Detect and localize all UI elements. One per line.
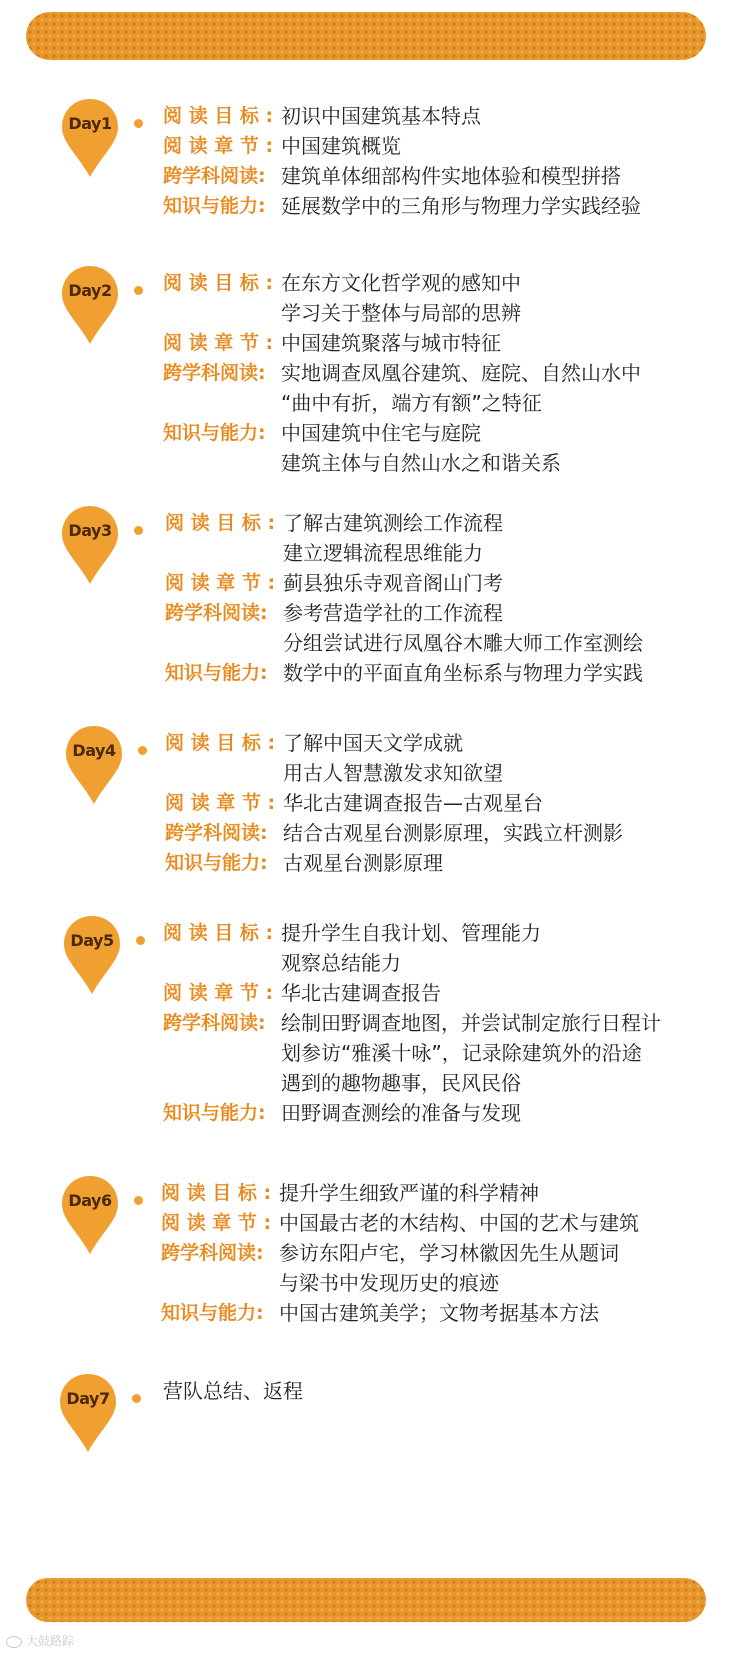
detail-line: 结合古观星台测影原理，实践立杆测影 — [283, 821, 623, 845]
detail-row — [165, 598, 643, 658]
detail-label: 知识与能力: — [163, 195, 266, 217]
top-banner — [26, 12, 706, 60]
detail-text — [281, 328, 501, 358]
detail-line: 建立逻辑流程思维能力 — [283, 541, 483, 565]
detail-text — [279, 1208, 639, 1238]
detail-text — [281, 268, 521, 328]
detail-line: 了解古建筑测绘工作流程 — [283, 511, 503, 535]
bottom-banner — [26, 1578, 706, 1622]
detail-line: 绘制田野调查地图，并尝试制定旅行日程计 — [281, 1011, 661, 1035]
detail-line: 田野调查测绘的准备与发现 — [281, 1101, 521, 1125]
detail-row — [165, 818, 623, 848]
detail-label: 阅 读 目 标 : — [161, 1182, 272, 1204]
detail-label: 阅 读 章 节 : — [161, 1212, 272, 1234]
day-pin-icon — [64, 724, 124, 806]
detail-label: 阅 读 章 节 : — [163, 135, 274, 157]
day-badge-label: Day6 — [68, 1191, 112, 1210]
detail-line: 遇到的趣物趣事，民风民俗 — [281, 1071, 521, 1095]
day-pin-icon — [60, 97, 120, 179]
detail-text — [281, 191, 641, 221]
detail-row — [163, 131, 641, 161]
day-details — [163, 101, 641, 221]
detail-label: 阅 读 目 标 : — [165, 512, 276, 534]
detail-line: 华北古建调查报告—古观星台 — [283, 791, 543, 815]
detail-text — [281, 131, 401, 161]
detail-text — [281, 918, 541, 978]
detail-line: 建筑主体与自然山水之和谐关系 — [281, 451, 561, 475]
detail-row — [163, 358, 641, 418]
detail-text — [283, 598, 643, 658]
detail-label: 跨学科阅读: — [165, 822, 268, 844]
detail-label: 阅 读 章 节 : — [165, 572, 276, 594]
detail-row — [163, 918, 661, 978]
detail-row — [163, 161, 641, 191]
detail-line: 古观星台测影原理 — [283, 851, 443, 875]
bullet-dot — [134, 526, 143, 535]
detail-line: 延展数学中的三角形与物理力学实践经验 — [281, 194, 641, 218]
detail-line: 蓟县独乐寺观音阁山门考 — [283, 571, 503, 595]
detail-row — [161, 1178, 639, 1208]
detail-label: 知识与能力: — [165, 662, 268, 684]
detail-line: 与梁书中发现历史的痕迹 — [279, 1271, 499, 1295]
day-badge-label: Day1 — [68, 114, 112, 133]
detail-row — [161, 1208, 639, 1238]
detail-row — [163, 268, 641, 328]
detail-row — [163, 1008, 661, 1098]
detail-line: 用古人智慧激发求知欲望 — [283, 761, 503, 785]
detail-line: 提升学生自我计划、管理能力 — [281, 921, 541, 945]
detail-line: 初识中国建筑基本特点 — [281, 104, 481, 128]
detail-label: 跨学科阅读: — [165, 602, 268, 624]
detail-line: 参考营造学社的工作流程 — [283, 601, 503, 625]
detail-label: 知识与能力: — [163, 422, 266, 444]
detail-row — [165, 728, 623, 788]
detail-label: 阅 读 章 节 : — [163, 332, 274, 354]
detail-line: 观察总结能力 — [281, 951, 401, 975]
detail-label: 跨学科阅读: — [163, 165, 266, 187]
detail-label: 阅 读 目 标 : — [163, 922, 274, 944]
detail-text — [281, 1008, 661, 1098]
detail-text — [281, 101, 481, 131]
day-details — [165, 728, 623, 878]
detail-row — [165, 848, 623, 878]
detail-label: 知识与能力: — [163, 1102, 266, 1124]
detail-text — [279, 1238, 619, 1298]
day-pin-icon — [58, 1372, 118, 1454]
day-pin-icon — [60, 504, 120, 586]
detail-row — [165, 508, 643, 568]
detail-line: 分组尝试进行凤凰谷木雕大师工作室测绘 — [283, 631, 643, 655]
day-pin-icon — [60, 1174, 120, 1256]
day-details — [163, 918, 661, 1128]
day-summary-text: 营队总结、返程 — [163, 1379, 303, 1403]
detail-line: 实地调查凤凰谷建筑、庭院、自然山水中 — [281, 361, 641, 385]
watermark-logo-icon — [6, 1636, 22, 1648]
detail-line: 数学中的平面直角坐标系与物理力学实践 — [283, 661, 643, 685]
bullet-dot — [134, 119, 143, 128]
detail-label: 跨学科阅读: — [163, 1012, 266, 1034]
bullet-dot — [136, 936, 145, 945]
detail-text — [283, 728, 503, 788]
detail-row — [165, 568, 643, 598]
detail-line: 参访东阳卢宅，学习林徽因先生从题词 — [279, 1241, 619, 1265]
detail-row — [165, 658, 643, 688]
day-pin-icon — [60, 264, 120, 346]
detail-row — [161, 1238, 639, 1298]
bullet-dot — [134, 1196, 143, 1205]
detail-row — [163, 191, 641, 221]
detail-text — [283, 658, 643, 688]
detail-line: 建筑单体细部构件实地体验和模型拼搭 — [281, 164, 621, 188]
detail-text — [283, 508, 503, 568]
day-details — [161, 1178, 639, 1328]
detail-label: 阅 读 目 标 : — [163, 105, 274, 127]
detail-text — [283, 818, 623, 848]
detail-line: 学习关于整体与局部的思辨 — [281, 301, 521, 325]
detail-label: 阅 读 章 节 : — [163, 982, 274, 1004]
detail-text — [281, 1098, 521, 1128]
detail-row — [161, 1298, 639, 1328]
day-pin-icon — [62, 914, 122, 996]
detail-line: “曲中有折，端方有额”之特征 — [281, 391, 542, 415]
detail-label: 阅 读 目 标 : — [163, 272, 274, 294]
detail-row — [163, 418, 641, 478]
detail-label: 知识与能力: — [161, 1302, 264, 1324]
detail-text — [281, 978, 441, 1008]
day-badge-label: Day4 — [72, 741, 116, 760]
watermark — [6, 1632, 74, 1649]
detail-row — [163, 101, 641, 131]
detail-text — [281, 418, 561, 478]
detail-label: 阅 读 目 标 : — [165, 732, 276, 754]
day-badge-label: Day7 — [66, 1389, 110, 1408]
day-badge-label: Day3 — [68, 521, 112, 540]
watermark-text: 大鼓路踪 — [26, 1634, 75, 1648]
detail-label: 跨学科阅读: — [163, 362, 266, 384]
detail-line: 划参访“雅溪十咏”，记录除建筑外的沿途 — [281, 1041, 642, 1065]
detail-line: 提升学生细致严谨的科学精神 — [279, 1181, 539, 1205]
detail-row — [163, 978, 661, 1008]
detail-line: 中国建筑概览 — [281, 134, 401, 158]
day-badge-label: Day5 — [70, 931, 114, 950]
detail-line: 中国建筑中住宅与庭院 — [281, 421, 481, 445]
detail-text — [281, 358, 641, 418]
day-badge-label: Day2 — [68, 281, 112, 300]
bullet-dot — [134, 286, 143, 295]
detail-text — [281, 161, 621, 191]
day-details — [163, 268, 641, 478]
detail-line: 中国建筑聚落与城市特征 — [281, 331, 501, 355]
detail-label: 阅 读 章 节 : — [165, 792, 276, 814]
detail-line: 华北古建调查报告 — [281, 981, 441, 1005]
detail-line: 了解中国天文学成就 — [283, 731, 463, 755]
detail-label: 知识与能力: — [165, 852, 268, 874]
bullet-dot — [138, 746, 147, 755]
detail-line: 中国古建筑美学；文物考据基本方法 — [279, 1301, 599, 1325]
day-details — [163, 1376, 303, 1406]
detail-text — [283, 568, 503, 598]
bullet-dot — [132, 1394, 141, 1403]
detail-row — [163, 1098, 661, 1128]
detail-row — [165, 788, 623, 818]
detail-label: 跨学科阅读: — [161, 1242, 264, 1264]
detail-text — [279, 1298, 599, 1328]
detail-line: 在东方文化哲学观的感知中 — [281, 271, 521, 295]
detail-text — [283, 848, 443, 878]
detail-line: 中国最古老的木结构、中国的艺术与建筑 — [279, 1211, 639, 1235]
detail-text — [283, 788, 543, 818]
detail-row — [163, 328, 641, 358]
day-details — [165, 508, 643, 688]
detail-text — [279, 1178, 539, 1208]
